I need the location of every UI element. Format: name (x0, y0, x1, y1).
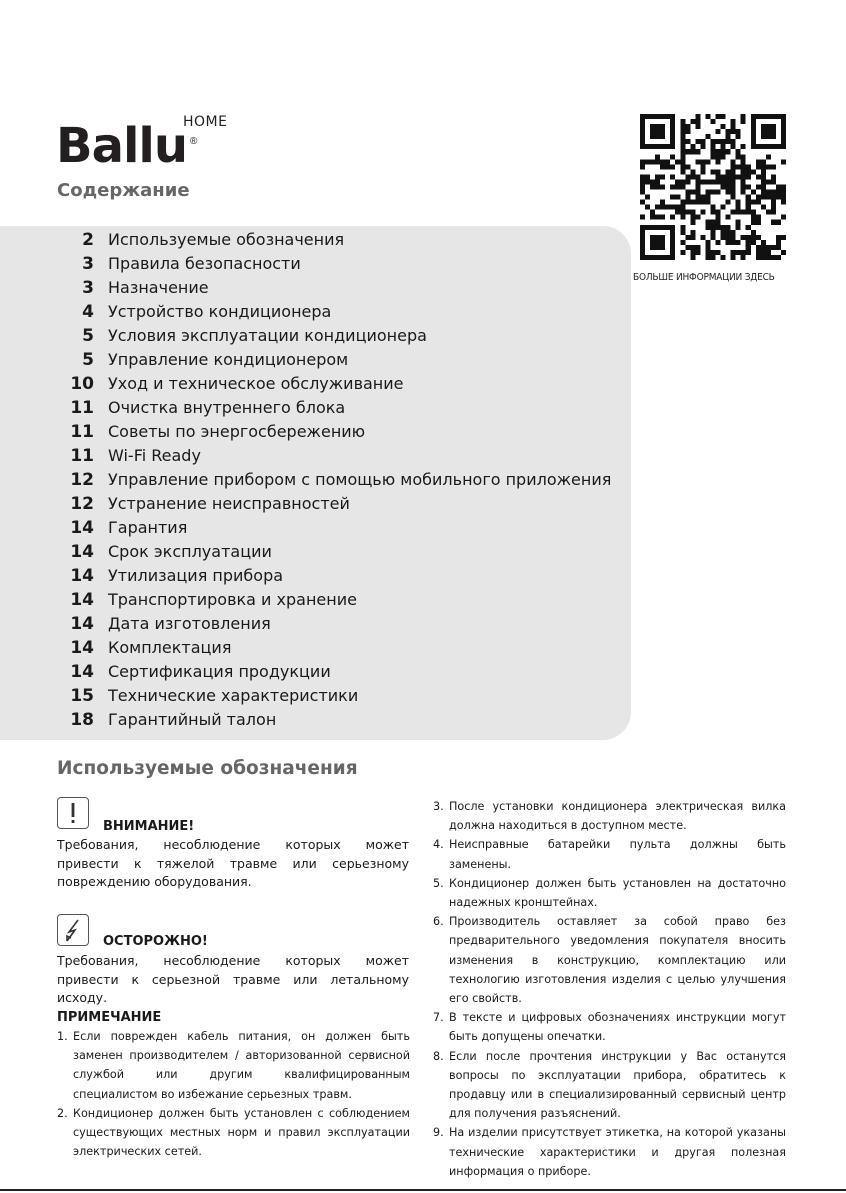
toc-title: Срок эксплуатации (108, 542, 272, 561)
qr-caption: БОЛЬШЕ ИНФОРМАЦИИ ЗДЕСЬ (633, 272, 775, 283)
toc-page-number: 10 (70, 374, 94, 394)
toc-page-number: 11 (70, 398, 94, 418)
notes-left-list (57, 1027, 410, 1161)
toc-page-number: 11 (70, 422, 94, 442)
note-item (433, 1047, 786, 1124)
toc-page-number: 5 (82, 326, 94, 346)
footer-rule (0, 1189, 846, 1191)
toc-title: Технические характеристики (108, 686, 359, 705)
note-item (433, 797, 786, 835)
note-item (57, 1104, 410, 1162)
note-title: ПРИМЕЧАНИЕ (57, 1010, 162, 1025)
note-text: После установки кондиционера электрическая вилка должна находиться в доступном месте. (449, 800, 786, 833)
note-text: Производитель оставляет за собой право без предварительного уведомления покупателя вносить изменения в конструкцию, комплектацию или технологию изготовления изделия с целью улучшения его свойств. (449, 915, 786, 1006)
toc-title: Гарантия (108, 518, 188, 537)
toc-title: Используемые обозначения (108, 230, 345, 249)
attention-title: ВНИМАНИЕ! (103, 819, 195, 834)
toc-page-number: 18 (70, 710, 94, 730)
brand-sub: HOME (183, 114, 228, 130)
toc-title: Транспортировка и хранение (108, 590, 357, 609)
toc-title: Управление кондиционером (108, 350, 349, 369)
brand-registered-mark: ® (190, 136, 198, 147)
note-text: На изделии присутствует этикетка, на которой указаны технические характеристики и другая полезная информация о приборе. (449, 1126, 786, 1178)
toc-title: Гарантийный талон (108, 710, 277, 729)
attention-text: Требования, несоблюдение которых может привести к тяжелой травме или серьезному повреждению оборудования. (57, 837, 409, 889)
toc-title: Условия эксплуатации кондиционера (108, 326, 427, 345)
toc-title: Дата изготовления (108, 614, 271, 633)
caution-text: Требования, несоблюдение которых может привести к серьезной травме или летальному исходу. (57, 953, 409, 1005)
toc-title: Назначение (108, 278, 209, 297)
note-text: Кондиционер должен быть установлен на достаточно надежных кронштейнах. (449, 876, 786, 910)
note-number: 8. (433, 1049, 444, 1063)
toc-page-number: 14 (70, 614, 94, 634)
toc-page-number: 12 (70, 494, 94, 514)
toc-page-number: 14 (70, 638, 94, 658)
toc-title: Уход и техническое обслуживание (108, 374, 404, 393)
toc-page-number: 4 (82, 302, 94, 322)
note-number: 3. (433, 800, 444, 813)
toc-page-number: 14 (70, 542, 94, 562)
toc-title: Очистка внутреннего блока (108, 398, 346, 417)
note-item (433, 1123, 786, 1181)
note-number: 7. (433, 1011, 444, 1025)
note-text: Если после прочтения инструкции у Вас останутся вопросы по эксплуатации прибора, обратитесь к продавцу или в специализированный сервисный центр для получения разъяснений. (449, 1049, 786, 1121)
note-text: В тексте и цифровых обозначениях инструкции могут быть допущены опечатки. (449, 1011, 786, 1044)
toc-title: Wi-Fi Ready (108, 446, 201, 465)
note-item (433, 835, 786, 873)
contents-title: Содержание (57, 180, 190, 201)
toc-title: Утилизация прибора (108, 566, 284, 585)
toc-page-number: 14 (70, 662, 94, 682)
toc-page-number: 2 (82, 230, 94, 250)
note-item (57, 1027, 410, 1104)
toc-page-number: 3 (82, 254, 94, 274)
toc-title: Правила безопасности (108, 254, 301, 273)
toc-page-number: 3 (82, 278, 94, 298)
note-number: 6. (433, 915, 444, 929)
toc-page-number: 14 (70, 518, 94, 538)
toc-title: Устранение неисправностей (108, 494, 350, 513)
caution-title: ОСТОРОЖНО! (103, 934, 208, 949)
toc-page-number: 14 (70, 566, 94, 586)
note-item (433, 874, 786, 912)
toc-page-number: 15 (70, 686, 94, 706)
toc-page-number: 11 (70, 446, 94, 466)
note-number: 2. (57, 1106, 68, 1120)
note-number: 1. (57, 1030, 68, 1043)
toc-title: Комплектация (108, 638, 232, 657)
toc-title: Устройство кондиционера (108, 302, 332, 321)
notes-right-list (433, 797, 786, 1181)
brand-name: Ballu (56, 118, 188, 174)
toc-title: Управление прибором с помощью мобильного приложения (108, 470, 612, 489)
toc-page-number: 5 (82, 350, 94, 370)
toc-page-number: 12 (70, 470, 94, 490)
note-number: 9. (433, 1126, 444, 1140)
exclamation-icon (57, 797, 89, 829)
toc-title: Сертификация продукции (108, 662, 331, 681)
note-number: 5. (433, 876, 444, 890)
toc-title: Советы по энергосбережению (108, 422, 366, 441)
note-number: 4. (433, 838, 444, 852)
lightning-icon (57, 914, 89, 946)
toc-page-number: 14 (70, 590, 94, 610)
section-title: Используемые обозначения (57, 758, 358, 779)
note-item (433, 912, 786, 1008)
brand-logo (56, 112, 228, 174)
note-item (433, 1008, 786, 1046)
note-text: Кондиционер должен быть установлен с соблюдением существующих местных норм и правил эксплуатации электрических сетей. (73, 1106, 410, 1159)
note-text: Неисправные батарейки пульта должны быть заменены. (449, 838, 786, 871)
note-text: Если поврежден кабель питания, он должен быть заменен производителем / авторизованной сервисной службой или другим квалифицированным специалистом во избежание серьезных травм. (73, 1030, 410, 1101)
qr-code[interactable] (640, 114, 786, 260)
